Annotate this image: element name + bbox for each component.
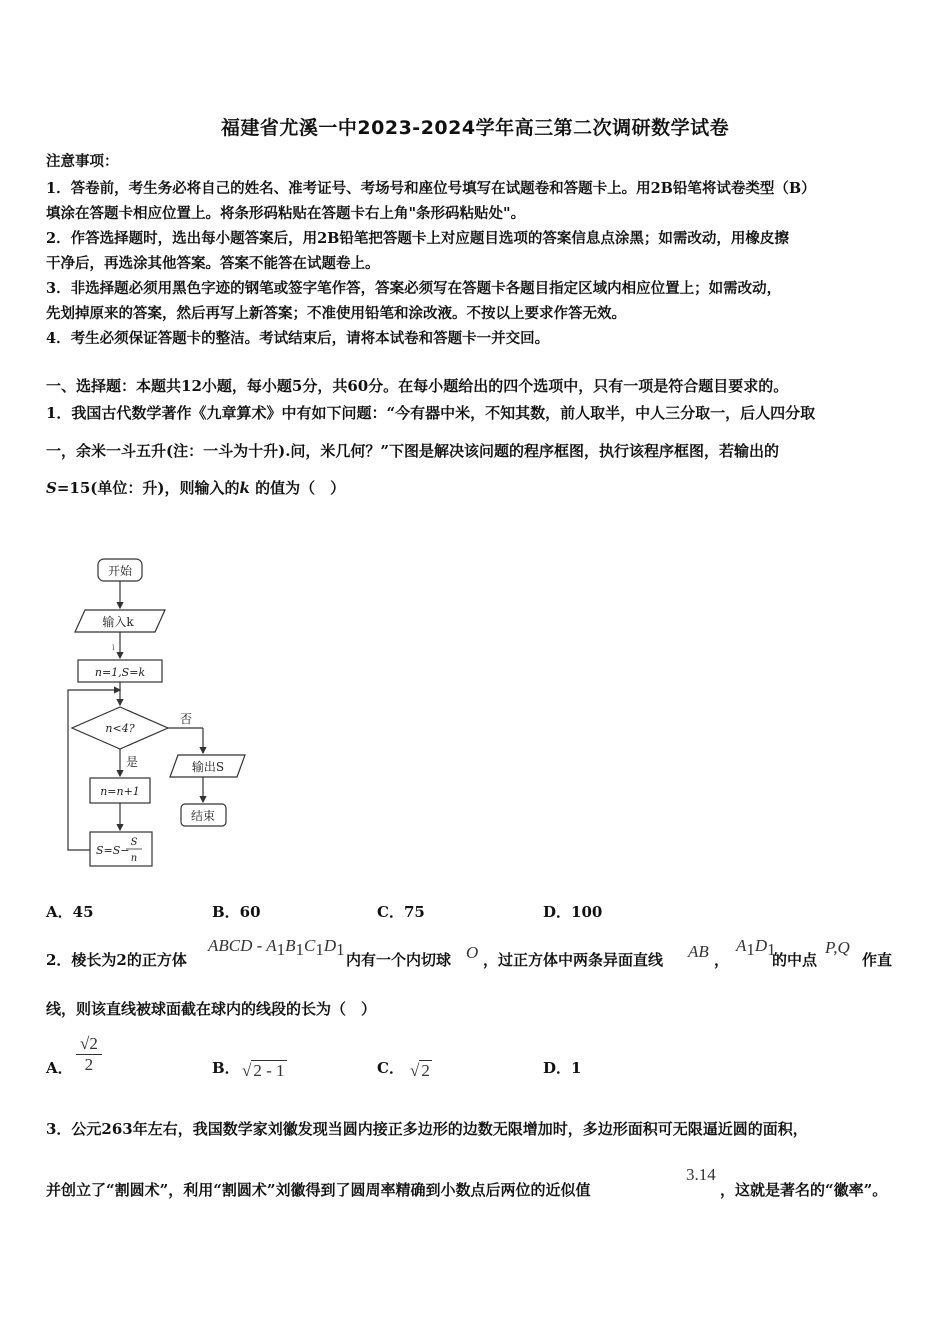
q1-text: 1．我国古代数学著作《九章算术》中有如下问题：“今有器中米，不知其数，前人取半，中人三分取一，后人四分取 — [46, 404, 816, 422]
q1-text-end: 的值为（ ） — [255, 479, 346, 497]
var-k: k — [239, 479, 250, 497]
q2-option-d[interactable]: D．1 — [543, 1059, 582, 1077]
section-heading: 一、选择题：本题共12小题，每小题5分，共60分。在每小题给出的四个选项中，只有一项是符合题目要求的。 — [46, 377, 789, 395]
notice-line: 填涂在答题卡相应位置上。将条形码粘贴在答题卡右上角"条形码粘贴处"。 — [46, 205, 526, 222]
q2-option-b-label[interactable]: B． — [212, 1059, 240, 1077]
notice-heading: 注意事项： — [46, 153, 119, 170]
update-den: n — [130, 853, 138, 864]
var-s: S — [46, 479, 57, 497]
output-label: 输出S — [191, 760, 225, 774]
q2-cube: ABCD - $A_1B_1C_1D_1$ — [208, 936, 345, 960]
q2-text: 线，则该直线被球面截在球内的线段的长为（ ） — [46, 1000, 377, 1018]
notice-line: 2．作答选择题时，选出每小题答案后，用2B铅笔把答题卡上对应题目选项的答案信息点涂黑；如需改动，用橡皮擦 — [46, 230, 789, 247]
input-label: 输入k — [102, 615, 134, 629]
no-label: 否 — [180, 712, 193, 726]
init-label: n=1,S=k — [94, 666, 146, 679]
q2-cube-text: ABCD - A — [208, 936, 277, 955]
q2-pq: P,Q — [825, 938, 850, 957]
q3-text-end: ，这就是著名的“徽率”。 — [720, 1181, 888, 1199]
q2-mid2: ，过正方体中两条异面直线 — [483, 951, 664, 969]
q2-ab: AB — [688, 942, 709, 961]
q2-comma: ， — [714, 951, 730, 969]
cond-label: n<4? — [105, 722, 135, 735]
notice-line: 4．考生必须保证答题卡的整洁。考试结束后，请将本试卷和答题卡一并交回。 — [46, 330, 550, 347]
radicand: 2 — [421, 1061, 430, 1080]
q1-option-b[interactable]: B．60 — [212, 903, 261, 921]
frac-numerator: √2 — [76, 1034, 102, 1055]
q1-text — [46, 477, 345, 498]
notice-line: 先划掉原来的答案，然后再写上新答案；不准使用铅笔和涂改液。不按以上要求作答无效。 — [46, 305, 626, 322]
update-num: S — [130, 837, 138, 848]
q2-option-a-value — [76, 1034, 102, 1075]
q2-mid3: 的中点 — [772, 951, 818, 969]
q2-mid1: 内有一个内切球 — [346, 951, 452, 969]
q1-option-a[interactable]: A．45 — [46, 903, 94, 921]
q2-option-c-value: √ 2 — [410, 1061, 430, 1080]
notice-line: 干净后，再选涂其他答案。答案不能答在试题卷上。 — [46, 255, 380, 272]
flowchart — [60, 550, 260, 870]
page-title: 福建省尤溪一中2023-2024学年高三第二次调研数学试卷 — [220, 117, 730, 139]
q2-a1d1-text: A — [736, 936, 747, 955]
q2-option-b-value: √ 2 - 1 — [242, 1061, 285, 1080]
end-label: 结束 — [190, 809, 216, 823]
notice-line: 1．答卷前，考生务必将自己的姓名、准考证号、考场号和座位号填写在试题卷和答题卡上。用2B铅笔将试卷类型（B） — [46, 180, 816, 197]
q2-pre: 2．棱长为2的正方体 — [46, 951, 187, 969]
stray-mark: i — [112, 643, 115, 652]
frac-denominator: 2 — [84, 1055, 94, 1074]
start-label: 开始 — [107, 564, 133, 578]
q2-end: 作直 — [862, 951, 893, 969]
incr-label: n=n+1 — [100, 785, 140, 798]
q2-a1d1: $A_1D_1$ — [736, 936, 776, 960]
notice-line: 3．非选择题必须用黑色字迹的钢笔或签字笔作答，答案必须写在答题卡各题目指定区域内相应位置上；如需改动， — [46, 280, 782, 297]
radicand: 2 - 1 — [253, 1061, 285, 1080]
q3-text-pre: 并创立了“割圆术”，利用“割圆术”刘徽得到了圆周率精确到小数点后两位的近似值 — [46, 1181, 591, 1199]
q1-text-mid: =15(单位：升)，则输入的 — [56, 479, 240, 497]
q1-text: 一，余米一斗五升(注：一斗为十升).问，米几何？”下图是解决该问题的程序框图，执行该程序框图，若输出的 — [46, 442, 780, 460]
q1-option-c[interactable]: C．75 — [377, 903, 425, 921]
update-lhs: S=S− — [96, 844, 130, 857]
q3-pi: 3.14 — [686, 1165, 716, 1184]
q2-option-a-label[interactable]: A． — [46, 1059, 73, 1077]
q2-option-c-label[interactable]: C． — [377, 1059, 404, 1077]
q3-text: 3．公元263年左右，我国数学家刘徽发现当圆内接正多边形的边数无限增加时，多边形面积可无限逼近圆的面积， — [46, 1120, 808, 1138]
yes-label: 是 — [126, 755, 139, 769]
q2-sphere: O — [466, 943, 479, 962]
q1-option-d[interactable]: D．100 — [543, 903, 603, 921]
